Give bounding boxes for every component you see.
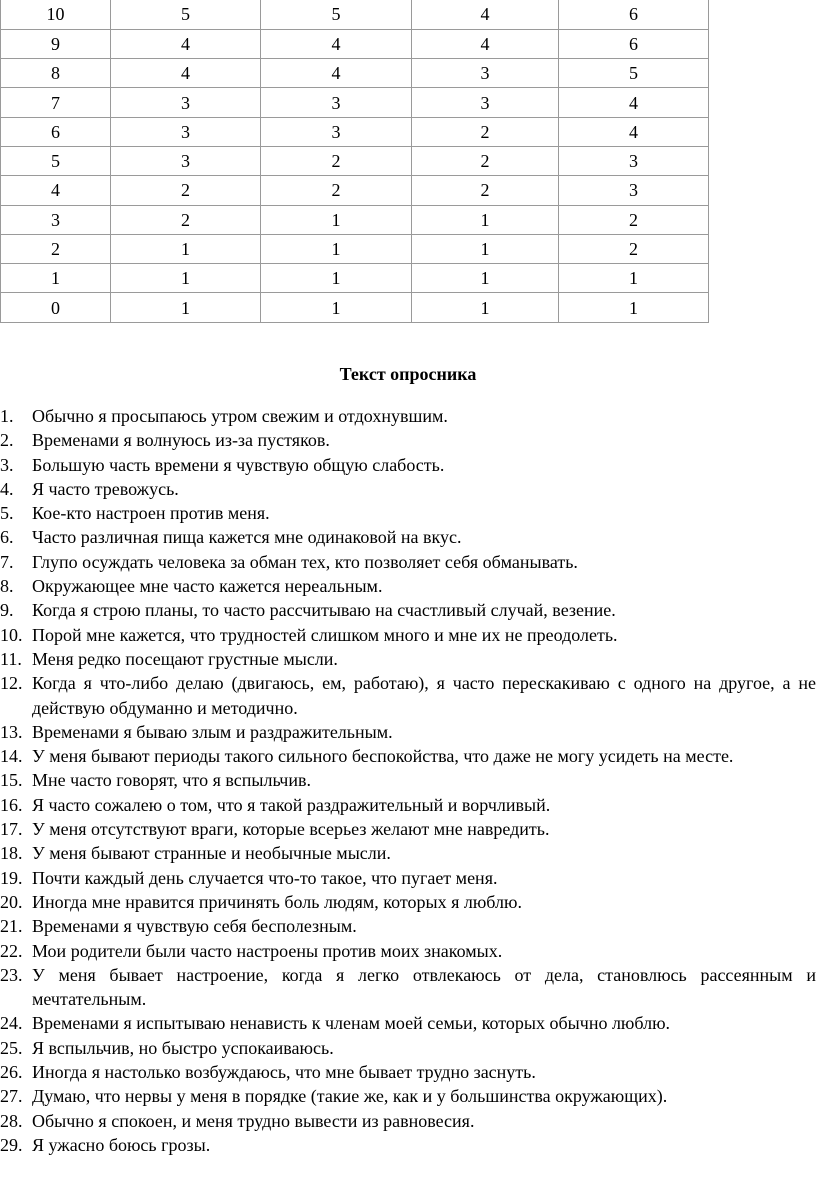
table-cell: 1: [412, 293, 559, 322]
question-number: 8.: [0, 576, 14, 597]
table-cell: 4: [111, 59, 261, 88]
list-item: [0, 866, 816, 890]
table-cell: 2: [261, 176, 412, 205]
table-cell: 2: [412, 146, 559, 175]
table-cell: 4: [261, 29, 412, 58]
question-text: Временами я бываю злым и раздражительным.: [32, 721, 393, 742]
question-number: 6.: [0, 527, 14, 548]
question-text: Часто различная пища кажется мне одинаковой на вкус.: [32, 527, 462, 548]
list-item: [0, 647, 816, 671]
table-cell: 4: [559, 117, 709, 146]
question-text: Иногда мне нравится причинять боль людям, которых я люблю.: [32, 891, 522, 912]
question-text: Кое-кто настроен против меня.: [32, 503, 270, 524]
list-item: [0, 1011, 816, 1035]
table-row: [1, 205, 709, 234]
question-text: Обычно я просыпаюсь утром свежим и отдохнувшим.: [32, 406, 448, 426]
table-cell: 1: [412, 264, 559, 293]
question-text: Когда я что-либо делаю (двигаюсь, ем, работаю), я часто перескакиваю с одного на другое, а не действую обдуманно и методично.: [32, 673, 816, 718]
question-number: 4.: [0, 478, 14, 499]
question-number: 7.: [0, 551, 14, 572]
list-item: [0, 550, 816, 574]
table-cell: 2: [559, 234, 709, 263]
question-number: 17.: [0, 819, 23, 840]
question-number: 1.: [0, 406, 14, 426]
list-item: [0, 598, 816, 622]
table-cell: 1: [1, 264, 111, 293]
question-text: У меня бывает настроение, когда я легко отвлекаюсь от дела, становлюсь рассеянным и мечтательным.: [32, 964, 816, 1010]
table-cell: 1: [261, 234, 412, 263]
question-number: 10.: [0, 624, 23, 645]
table-cell: 1: [412, 234, 559, 263]
question-number: 27.: [0, 1086, 23, 1107]
question-text: Окружающее мне часто кажется нереальным.: [32, 576, 383, 597]
list-item: [0, 428, 816, 452]
table-row: [1, 176, 709, 205]
table-cell: 8: [1, 59, 111, 88]
table-cell: 2: [559, 205, 709, 234]
table-cell: 2: [111, 176, 261, 205]
table-cell: 7: [1, 88, 111, 117]
question-text: Порой мне кажется, что трудностей слишком много и мне их не преодолеть.: [32, 624, 618, 645]
table-cell: 4: [1, 176, 111, 205]
table-cell: 1: [261, 293, 412, 322]
list-item: [0, 477, 816, 501]
question-number: 14.: [0, 746, 23, 767]
score-table: [0, 0, 709, 323]
list-item: [0, 744, 816, 768]
table-cell: 4: [412, 0, 559, 29]
table-cell: 1: [261, 264, 412, 293]
question-number: 18.: [0, 843, 23, 864]
list-item: [0, 720, 816, 744]
question-text: У меня отсутствуют враги, которые всерьез желают мне навредить.: [32, 819, 550, 840]
list-item: [0, 525, 816, 549]
table-cell: 6: [1, 117, 111, 146]
list-item: [0, 671, 816, 720]
table-row: [1, 293, 709, 322]
table-cell: 9: [1, 29, 111, 58]
list-item: [0, 817, 816, 841]
table-cell: 2: [1, 234, 111, 263]
list-item: [0, 623, 816, 647]
question-number: 22.: [0, 940, 23, 961]
question-text: Обычно я спокоен, и меня трудно вывести из равновесия.: [32, 1110, 475, 1131]
question-text: Думаю, что нервы у меня в порядке (такие же, как и у большинства окружающих).: [32, 1086, 668, 1107]
table-cell: 0: [1, 293, 111, 322]
question-text: Меня редко посещают грустные мысли.: [32, 648, 338, 669]
question-number: 2.: [0, 430, 14, 451]
list-item: [0, 1084, 816, 1108]
table-cell: 1: [412, 205, 559, 234]
question-number: 24.: [0, 1013, 23, 1034]
table-cell: 1: [559, 293, 709, 322]
table-cell: 2: [412, 176, 559, 205]
question-text: Большую часть времени я чувствую общую слабость.: [32, 454, 445, 475]
table-cell: 1: [559, 264, 709, 293]
question-text: Когда я строю планы, то часто рассчитываю на счастливый случай, везение.: [32, 600, 616, 621]
table-cell: 2: [261, 146, 412, 175]
question-number: 16.: [0, 794, 23, 815]
list-item: [0, 1060, 816, 1084]
question-number: 23.: [0, 964, 23, 985]
table-cell: 3: [261, 88, 412, 117]
questions-list: [0, 404, 816, 1157]
list-item: [0, 404, 816, 428]
question-text: Временами я чувствую себя бесполезным.: [32, 916, 357, 937]
table-cell: 1: [111, 234, 261, 263]
table-cell: 3: [111, 88, 261, 117]
table-row: [1, 264, 709, 293]
question-number: 12.: [0, 673, 23, 694]
question-number: 20.: [0, 891, 23, 912]
table-cell: 2: [412, 117, 559, 146]
table-cell: 3: [111, 146, 261, 175]
list-item: [0, 453, 816, 477]
table-row: [1, 0, 709, 29]
question-number: 9.: [0, 600, 14, 621]
table-cell: 5: [1, 146, 111, 175]
list-item: [0, 501, 816, 525]
table-cell: 5: [559, 59, 709, 88]
table-row: [1, 88, 709, 117]
question-number: 21.: [0, 916, 23, 937]
list-item: [0, 841, 816, 865]
question-text: Мне часто говорят, что я вспыльчив.: [32, 770, 311, 791]
table-cell: 2: [111, 205, 261, 234]
question-number: 29.: [0, 1134, 23, 1155]
question-text: Я часто тревожусь.: [32, 478, 179, 499]
table-cell: 3: [261, 117, 412, 146]
question-text: Временами я испытываю ненависть к членам моей семьи, которых обычно люблю.: [32, 1013, 671, 1034]
table-row: [1, 146, 709, 175]
question-number: 19.: [0, 867, 23, 888]
table-cell: 6: [559, 29, 709, 58]
table-cell: 1: [111, 293, 261, 322]
question-text: Мои родители были часто настроены против моих знакомых.: [32, 940, 503, 961]
question-number: 28.: [0, 1110, 23, 1131]
question-text: Глупо осуждать человека за обман тех, кто позволяет себя обманывать.: [32, 551, 578, 572]
table-cell: 3: [1, 205, 111, 234]
table-cell: 4: [412, 29, 559, 58]
list-item: [0, 1036, 816, 1060]
list-item: [0, 574, 816, 598]
table-cell: 3: [412, 59, 559, 88]
question-number: 11.: [0, 648, 22, 669]
question-number: 25.: [0, 1037, 23, 1058]
list-item: [0, 939, 816, 963]
table-cell: 1: [261, 205, 412, 234]
questionnaire-title: Текст опросника: [339, 364, 477, 384]
table-cell: 6: [559, 0, 709, 29]
question-text: У меня бывают странные и необычные мысли.: [32, 843, 391, 864]
table-cell: 5: [261, 0, 412, 29]
question-number: 5.: [0, 503, 14, 524]
question-text: У меня бывают периоды такого сильного беспокойства, что даже не могу усидеть на месте.: [32, 746, 734, 767]
question-number: 26.: [0, 1062, 23, 1083]
question-text: Иногда я настолько возбуждаюсь, что мне бывает трудно заснуть.: [32, 1062, 536, 1083]
list-item: [0, 890, 816, 914]
table-cell: 10: [1, 0, 111, 29]
table-cell: 3: [412, 88, 559, 117]
table-row: [1, 234, 709, 263]
question-text: Временами я волнуюсь из-за пустяков.: [32, 430, 330, 451]
table-cell: 5: [111, 0, 261, 29]
table-row: [1, 117, 709, 146]
question-text: Почти каждый день случается что-то такое, что пугает меня.: [32, 867, 498, 888]
table-row: [1, 59, 709, 88]
list-item: [0, 1109, 816, 1133]
table-cell: 4: [111, 29, 261, 58]
list-item: [0, 963, 816, 1012]
question-text: Я ужасно боюсь грозы.: [32, 1134, 211, 1155]
question-text: Я часто сожалею о том, что я такой раздражительный и ворчливый.: [32, 794, 551, 815]
table-cell: 3: [559, 146, 709, 175]
table-cell: 1: [111, 264, 261, 293]
table-cell: 3: [559, 176, 709, 205]
table-cell: 3: [111, 117, 261, 146]
table-cell: 4: [559, 88, 709, 117]
question-text: Я вспыльчив, но быстро успокаиваюсь.: [32, 1037, 334, 1058]
list-item: [0, 793, 816, 817]
table-row: [1, 29, 709, 58]
list-item: [0, 914, 816, 938]
question-number: 3.: [0, 454, 14, 475]
list-item: [0, 1133, 816, 1157]
score-table-body: [1, 0, 709, 322]
question-number: 15.: [0, 770, 23, 791]
table-cell: 4: [261, 59, 412, 88]
list-item: [0, 768, 816, 792]
question-number: 13.: [0, 721, 23, 742]
